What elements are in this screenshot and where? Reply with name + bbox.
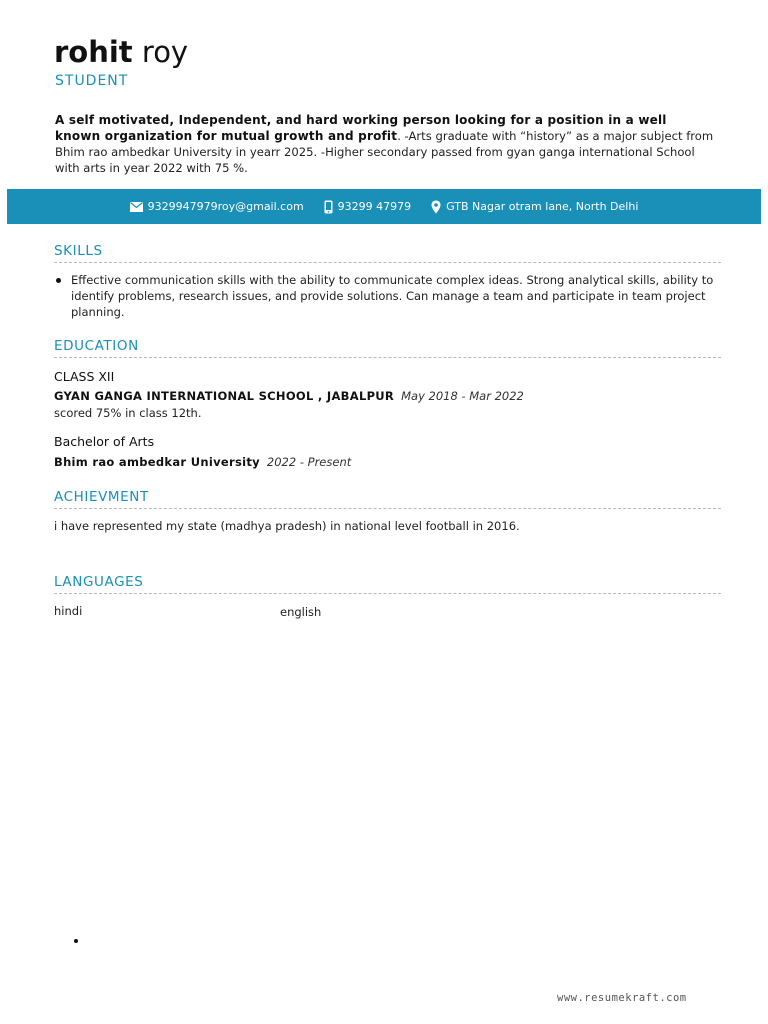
address-text: GTB Nagar otram lane, North Delhi — [446, 200, 639, 213]
email-text: 9329947979roy@gmail.com — [147, 200, 304, 213]
first-name: rohit — [54, 35, 133, 69]
education-heading: EDUCATION — [54, 338, 721, 358]
envelope-icon — [130, 202, 143, 212]
languages-heading: LANGUAGES — [54, 574, 721, 594]
contact-phone — [324, 200, 411, 214]
language-item: english — [280, 605, 322, 619]
institution-name: GYAN GANGA INTERNATIONAL SCHOOL , JABALPUR — [54, 389, 395, 403]
footer-watermark: www.resumekraft.com — [557, 992, 687, 1004]
summary-text: . -Arts graduate with “history” as a major subject from Bhim rao ambedkar University in yearr 2025. -Higher secondary passed from gyan ganga international School with arts in year 2022 with 75 %. — [55, 129, 714, 175]
skills-text: Effective communication skills with the ability to communicate complex ideas. Strong analytical skills, ability to identify problems, research issues, and provide solutions. Can manage a team and participate in team project planning. — [71, 273, 714, 319]
institution-name: Bhim rao ambedkar University — [54, 455, 260, 469]
achievement-heading: ACHIEVMENT — [54, 489, 721, 509]
education-institution — [54, 389, 524, 403]
candidate-name — [54, 36, 188, 68]
contact-address — [431, 200, 638, 214]
summary-highlight: A self motivated, Independent, and hard working person looking for a position in a well known organization for mutual growth and profit — [55, 113, 667, 143]
education-title: CLASS XII — [54, 369, 115, 384]
education-dates: 2022 - Present — [266, 455, 352, 469]
phone-text: 93299 47979 — [337, 200, 412, 213]
map-pin-icon — [431, 200, 441, 214]
language-item: hindi — [54, 604, 83, 618]
bullet-icon — [74, 939, 78, 943]
education-institution — [54, 455, 351, 469]
contact-email — [130, 200, 304, 213]
contact-bar — [7, 189, 761, 224]
achievement-text: i have represented my state (madhya pradesh) in national level football in 2016. — [54, 519, 520, 533]
education-title: Bachelor of Arts — [54, 434, 155, 449]
summary — [55, 112, 715, 176]
education-dates: May 2018 - Mar 2022 — [401, 389, 524, 403]
mobile-phone-icon — [324, 200, 333, 214]
candidate-role: STUDENT — [55, 73, 129, 89]
skills-heading: SKILLS — [54, 243, 721, 263]
last-name: roy — [141, 35, 189, 69]
skills-list-item — [54, 272, 721, 320]
bullet-icon — [56, 278, 61, 283]
education-description: scored 75% in class 12th. — [54, 406, 202, 420]
